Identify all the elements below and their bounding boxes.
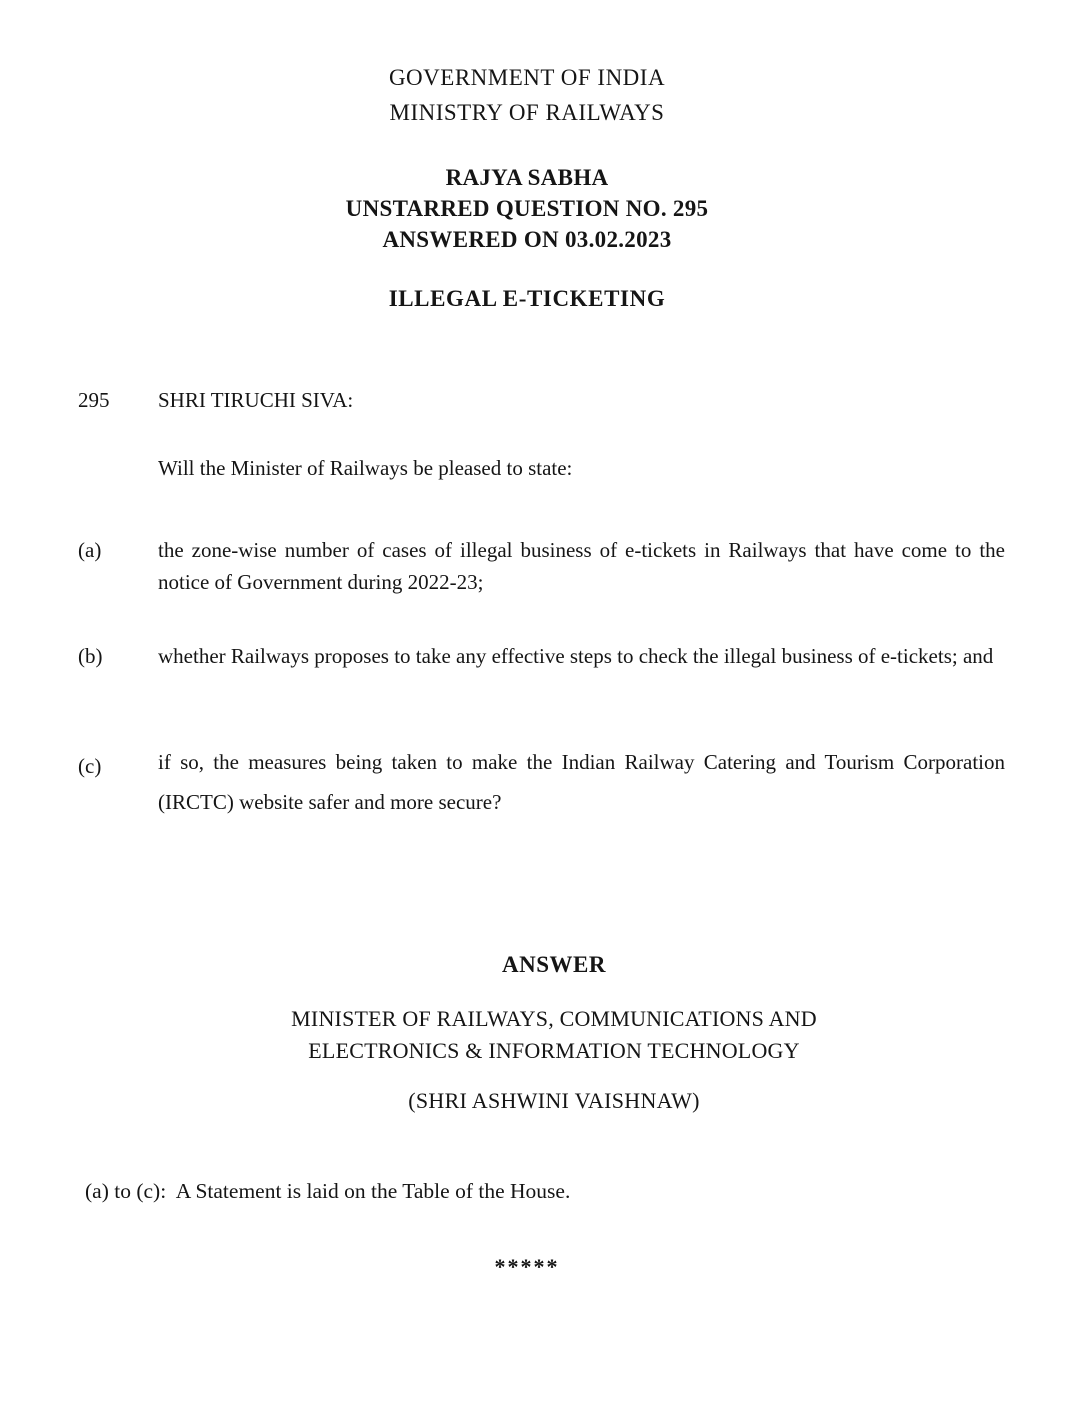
part-label: (a) [78, 538, 102, 562]
question-part-b [78, 641, 1005, 672]
part-text: the zone-wise number of cases of illegal business of e-tickets in Railways that have come to the notice of Government during 2022-23; [158, 538, 1005, 594]
question-number: 295 [78, 388, 110, 412]
statement-line: (a) to (c): A Statement is laid on the Table of the House. [85, 1179, 571, 1203]
answer-heading: ANSWER [502, 952, 606, 977]
question-header-row [78, 388, 1005, 413]
question-intro: Will the Minister of Railways be pleased to state: [158, 456, 573, 480]
minister-title-line2: ELECTRONICS & INFORMATION TECHNOLOGY [308, 1038, 800, 1063]
ministry-line: MINISTRY OF RAILWAYS [389, 100, 665, 125]
part-text: if so, the measures being taken to make the Indian Railway Catering and Tourism Corporation (IRCTC) website safer and more secure? [158, 750, 1005, 814]
question-no-line: UNSTARRED QUESTION NO. 295 [345, 196, 709, 221]
government-line: GOVERNMENT OF INDIA [388, 65, 666, 90]
doc-letterhead [50, 60, 1004, 130]
part-label: (c) [78, 754, 102, 778]
question-part-a [78, 534, 1005, 598]
minister-title-line1: MINISTER OF RAILWAYS, COMMUNICATIONS AND [291, 1006, 817, 1031]
minister-name: (SHRI ASHWINI VAISHNAW) [408, 1088, 700, 1113]
session-block [50, 162, 1004, 255]
subject-title: ILLEGAL E-TICKETING [388, 286, 666, 311]
question-part-c [78, 742, 1005, 822]
member-name: SHRI TIRUCHI SIVA: [158, 388, 354, 412]
part-label: (b) [78, 644, 103, 668]
part-text: whether Railways proposes to take any effective steps to check the illegal business of e-tickets; and [158, 644, 994, 668]
house-name: RAJYA SABHA [445, 165, 609, 190]
answered-on-line: ANSWERED ON 03.02.2023 [382, 227, 672, 252]
footer-stars: ***** [494, 1254, 560, 1279]
question-intro-row [78, 456, 1005, 481]
minister-title [78, 1003, 1030, 1067]
